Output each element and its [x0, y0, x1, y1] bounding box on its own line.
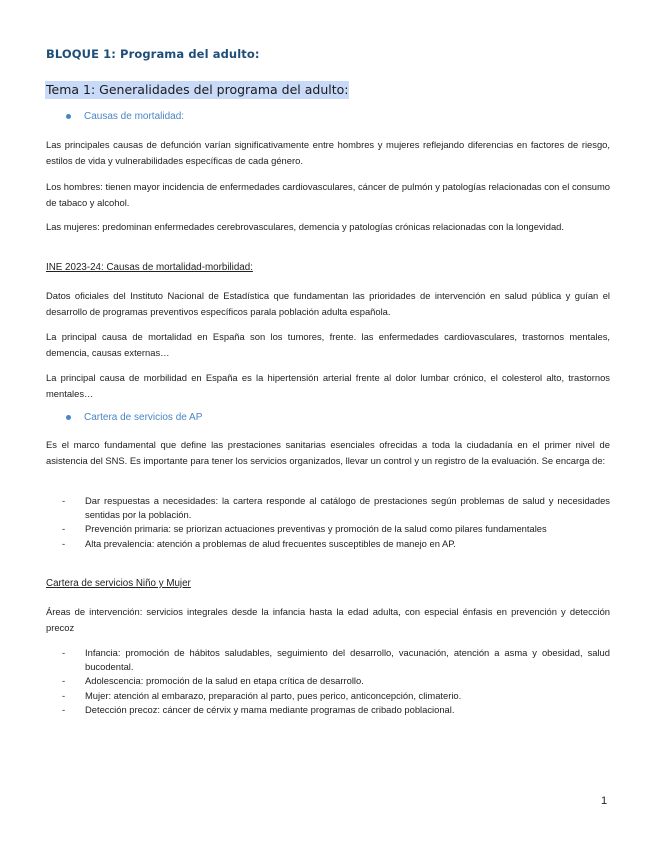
paragraph: Las mujeres: predominan enfermedades cerebrovasculares, demencia y patologías crónicas relacionadas con la longevidad. — [46, 221, 565, 232]
dash-marker: - — [62, 495, 66, 506]
paragraph: Es el marco fundamental que define las prestaciones sanitarias esenciales ofrecidas a toda la ciudadanía en el primer nivel de asistencia del SNS. Es importante para tener los servicios organizados, llevar un control y un registro de la evaluación. Se encarga de: — [46, 439, 610, 466]
list-item-text: Infancia: promoción de hábitos saludables, seguimiento del desarrollo, vacunación, atención a asma y obesidad, salud bucodental. — [85, 647, 610, 673]
list-item — [62, 537, 610, 551]
nino-heading: Cartera de servicios Niño y Mujer — [46, 578, 191, 589]
paragraph: La principal causa de morbilidad en España es la hipertensión arterial frente al dolor lumbar crónico, el colesterol alto, trastornos mentales… — [46, 372, 610, 399]
list-item-text: Adolescencia: promoción de la salud en etapa crítica de desarrollo. — [85, 675, 364, 687]
tema-heading: Tema 1: Generalidades del programa del adulto: — [46, 82, 349, 97]
paragraph: Los hombres: tienen mayor incidencia de enfermedades cardiovasculares, cáncer de pulmón y patologías relacionadas con el consumo de tabaco y alcohol. — [46, 181, 610, 208]
list-item-text: Mujer: atención al embarazo, preparación al parto, pues perico, anticoncepción, climaterio. — [85, 689, 462, 701]
ine-heading: INE 2023-24: Causas de mortalidad-morbilidad: — [46, 262, 253, 273]
paragraph: Datos oficiales del Instituto Nacional de Estadística que fundamentan las prioridades de intervención en salud pública y guían el desarrollo de programas preventivos específicos parala población adulta española. — [46, 290, 610, 317]
dash-marker: - — [62, 523, 66, 535]
list-item-text: Prevención primaria: se priorizan actuaciones preventivas y promoción de la salud como pilares fundamentales — [85, 523, 547, 535]
list-item — [62, 674, 610, 688]
dash-marker: - — [62, 675, 66, 687]
list-item — [62, 522, 610, 536]
page-number: 1 — [601, 795, 608, 807]
paragraph: La principal causa de mortalidad en España son los tumores, frente. las enfermedades cardiovasculares, trastornos mentales, demencia, causas externas… — [46, 331, 610, 358]
cartera-heading — [66, 412, 202, 423]
cartera-list — [62, 494, 610, 551]
list-item-text: Alta prevalencia: atención a problemas de alud frecuentes susceptibles de manejo en AP. — [85, 537, 456, 549]
dash-marker: - — [62, 689, 66, 701]
paragraph: Las principales causas de defunción varían significativamente entre hombres y mujeres reflejando diferencias en factores de riesgo, estilos de vida y vulnerabilidades específicas de cada género. — [46, 139, 610, 166]
dash-marker: - — [62, 647, 66, 658]
dash-marker: - — [62, 703, 66, 715]
list-item — [62, 703, 610, 717]
bullet-icon — [66, 114, 71, 119]
list-item — [62, 494, 610, 522]
nino-list — [62, 646, 610, 717]
dash-marker: - — [62, 537, 66, 549]
paragraph: Áreas de intervención: servicios integrales desde la infancia hasta la edad adulta, con especial énfasis en prevención y detección precoz — [46, 606, 610, 633]
list-item-text: Dar respuestas a necesidades: la cartera responde al catálogo de prestaciones según problemas de salud y necesidades sentidas por la población. — [85, 495, 610, 521]
list-item-text: Detección precoz: cáncer de cérvix y mama mediante programas de cribado poblacional. — [85, 703, 455, 715]
bullet-icon — [66, 415, 71, 420]
block-title: BLOQUE 1: Programa del adulto: — [46, 47, 260, 61]
list-item — [62, 646, 610, 674]
cartera-heading-label: Cartera de servicios de AP — [84, 412, 203, 423]
causas-heading — [66, 111, 184, 122]
causas-heading-label: Causas de mortalidad: — [84, 111, 185, 122]
list-item — [62, 689, 610, 703]
